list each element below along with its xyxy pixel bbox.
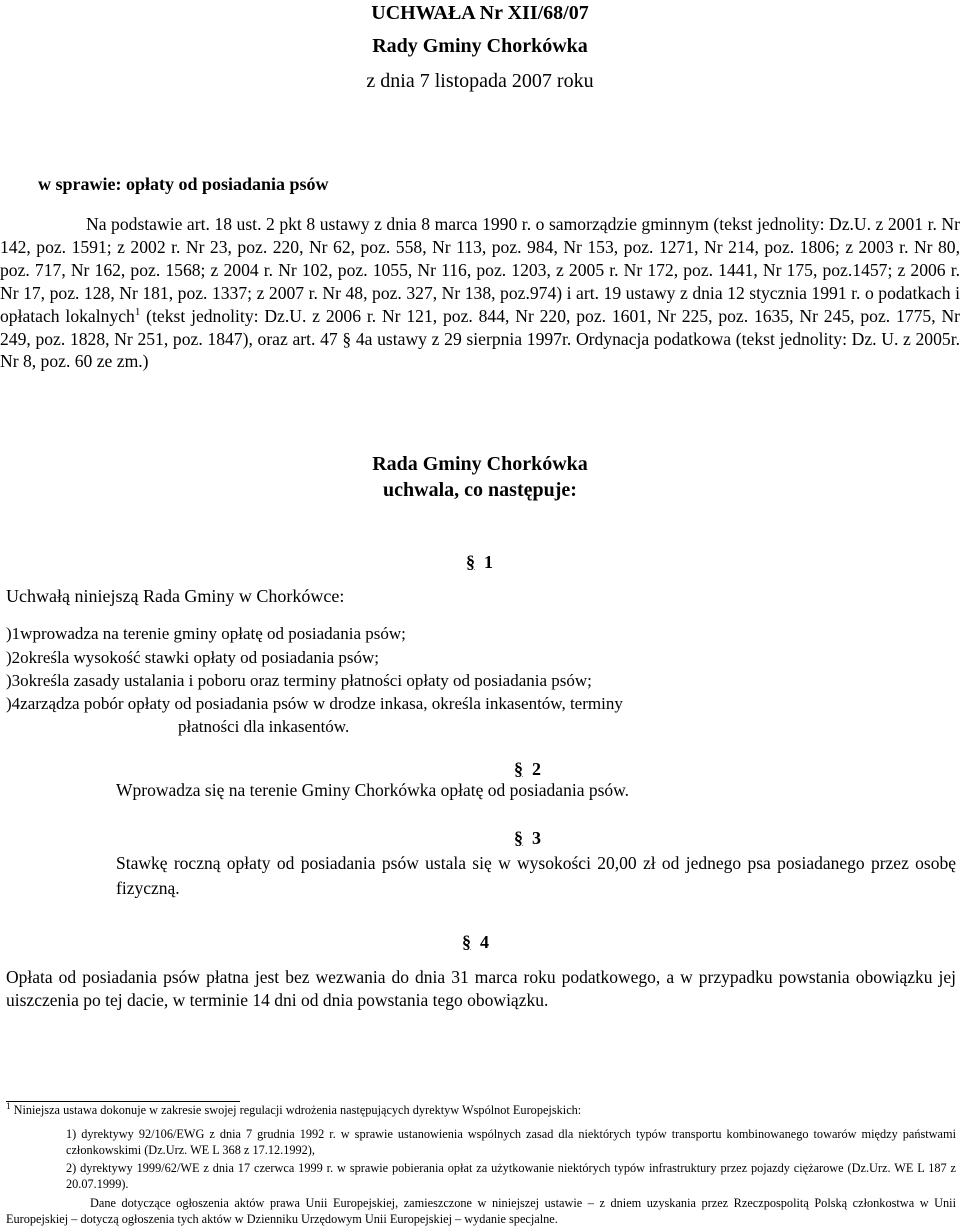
section-symbol: § [514, 828, 523, 848]
resolution-date: z dnia 7 listopada 2007 roku [366, 70, 594, 92]
section-symbol: § [514, 759, 523, 779]
footnote-item-1: 1) dyrektywy 92/106/EWG z dnia 7 grudnia 1992 r. w sprawie ustanowienia wspólnych zasad dla niektórych typów transportu kombinowanego towarów między państwami członkowskimi (Dz.Urz. WE L 368 z 17.12.1992), [66, 1127, 956, 1157]
footnote-text: Niniejsza ustawa dokonuje w zakresie swojej regulacji wdrożenia następujących dyrektyw Wspólnot Europejskich: [10, 1103, 582, 1117]
section-symbol: § [462, 932, 471, 952]
footnote-closing: Dane dotyczące ogłoszenia aktów prawa Unii Europejskiej, zamieszczone w niniejszej ustawie – z dniem uzyskania przez Rzeczpospolitą Polską członkostwa w Unii Europejskiej – dotyczą ogłoszenia tych aktów w Dzienniku Urzędowym Unii Europejskiej – wydanie specjalne. [6, 1196, 956, 1226]
paragraph-1-item-4: )4zarządza pobór opłaty od posiadania psów w drodze inkasa, określa inkasentów, terminy [6, 694, 623, 713]
paragraph-number: 3 [532, 828, 541, 848]
paragraph-1-item-4-continuation: płatności dla inkasentów. [178, 717, 350, 736]
paragraph-2-text: Wprowadza się na terenie Gminy Chorkówka opłatę od posiadania psów. [116, 780, 630, 800]
resolution-subject: w sprawie: opłaty od posiadania psów [38, 174, 329, 194]
paragraph-4-heading [462, 932, 489, 953]
resolves-heading: uchwala, co następuje: [383, 479, 577, 501]
paragraph-1-item-1: )1wprowadza na terenie gminy opłatę od posiadania psów; [6, 624, 406, 643]
paragraph-1-item-3: )3określa zasady ustalania i poboru oraz terminy płatności opłaty od posiadania psów; [6, 671, 592, 690]
paragraph-3-heading [514, 828, 541, 849]
issuing-body: Rady Gminy Chorkówka [372, 35, 588, 57]
council-heading: Rada Gminy Chorkówka [372, 453, 588, 475]
paragraph-1-heading [466, 552, 493, 573]
paragraph-3-text: Stawkę roczną opłaty od posiadania psów ustala się w wysokości 20,00 zł od jednego psa posiadanego przez osobę fizyczną. [116, 853, 956, 898]
footnote-intro [6, 1100, 582, 1119]
paragraph-1-item-2: )2określa wysokość stawki opłaty od posiadania psów; [6, 648, 379, 667]
paragraph-number: 4 [480, 932, 489, 952]
resolution-title: UCHWAŁA Nr XII/68/07 [371, 2, 589, 24]
paragraph-number: 1 [484, 552, 493, 572]
footnote-separator [6, 1101, 240, 1102]
paragraph-1-intro: Uchwałą niniejszą Rada Gminy w Chorkówce: [6, 586, 345, 606]
legal-basis-text-continued: (tekst jednolity: Dz.U. z 2006 r. Nr 121, poz. 844, Nr 220, poz. 1601, Nr 225, poz. 1635, Nr 245, poz. 1775, Nr 249, poz. 1828, Nr 251, poz. 1847), oraz art. 47 § 4a ustawy z 29 sierpnia 1997r. Ordynacja podatkowa (tekst jednolity: Dz. U. z 2005r. Nr 8, poz. 60 ze zm.) [0, 305, 960, 372]
legal-basis [0, 213, 960, 373]
footnote-reference: 1 [134, 305, 141, 318]
legal-basis-text: Na podstawie art. 18 ust. 2 pkt 8 ustawy z dnia 8 marca 1990 r. o samorządzie gminnym (tekst jednolity: Dz.U. z 2001 r. Nr 142, poz. 1591; z 2002 r. Nr 23, poz. 220, Nr 62, poz. 558, Nr 113, poz. 984, Nr 153, poz. 1271, Nr 214, poz. 1806; z 2003 r. Nr 80, poz. 717, Nr 162, poz. 1568; z 2004 r. Nr 102, poz. 1055, Nr 116, poz. 1203, z 2005 r. Nr 172, poz. 1441, Nr 175, poz.1457; z 2006 r. Nr 17, poz. 128, Nr 181, poz. 1337; z 2007 r. Nr 48, poz. 327, Nr 138, poz.974) i art. 19 ustawy z dnia 12 stycznia 1991 r. o podatkach i opłatach lokalnych [0, 214, 960, 326]
footnote-mark: 1 [6, 1100, 11, 1111]
paragraph-4-text: Opłata od posiadania psów płatna jest bez wezwania do dnia 31 marca roku podatkowego, a w przypadku powstania obowiązku jej uiszczenia po tej dacie, w terminie 14 dni od dnia powstania tego obowiązku. [6, 967, 956, 1010]
paragraph-2-heading [514, 759, 541, 780]
footnote-item-2: 2) dyrektywy 1999/62/WE z dnia 17 czerwca 1999 r. w sprawie pobierania opłat za użytkowanie niektórych typów infrastruktury przez pojazdy ciężarowe (Dz.Urz. WE L 187 z 20.07.1999). [66, 1161, 956, 1191]
paragraph-number: 2 [532, 759, 541, 779]
section-symbol: § [466, 552, 475, 572]
